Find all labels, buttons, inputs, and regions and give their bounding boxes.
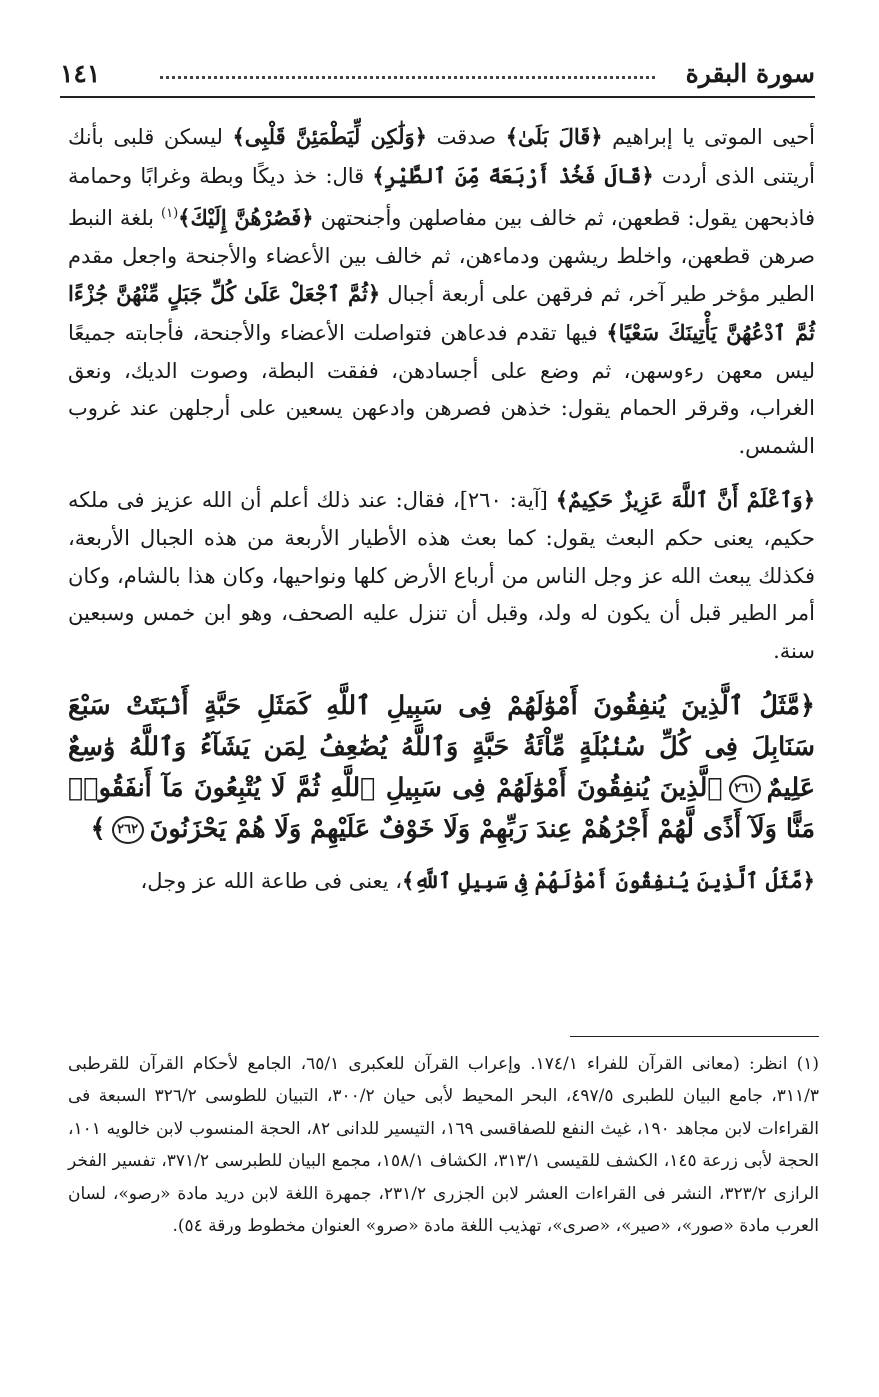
footnote-number: (١) — [796, 1054, 819, 1074]
page-body — [68, 118, 815, 917]
running-header — [60, 52, 815, 98]
ayah-block — [68, 686, 815, 850]
text-run: فيها تقدم فدعاهن فتواصلت الأعضاء والأجنحة، فأجابته جميعًا ليس معهن رءوسهن، ثم وضع على أجسادهن، ففقت البطة، وصوت الديك، ونعق الغراب، وقرقر الحمام يقول: خذهن فصرهن وادعهن يسعين على أرجلهن عند غروب الشمس. — [68, 320, 816, 458]
footnote — [68, 1048, 819, 1242]
paragraph-3 — [68, 862, 815, 901]
bracket-open: ﴿ — [800, 691, 815, 722]
text-run: قال: خذ ديكًا وبطة وغرابًا وحمامة فاذبحهن يقول: قطعهن، ثم خالف بين مفاصلهن وأجنحتهن — [68, 163, 815, 231]
text-run: أحيى الموتى يا إبراهيم — [602, 125, 815, 149]
ayah-261-text: مَّثَلُ ٱلَّذِينَ يُنفِقُونَ أَمْوَٰلَهُمْ فِى سَبِيلِ ٱللَّهِ كَمَثَلِ حَبَّةٍ أَنۢبَتَتْ سَبْعَ سَنَابِلَ فِى كُلِّ سُنۢبُلَةٍ مِّاْئَةُ حَبَّةٍ وَٱللَّهُ يُضَٰعِفُ لِمَن يَشَآءُ وَٱللَّهُ وَٰسِعٌ عَلِيمٌ — [68, 691, 815, 804]
ayah-number-262: ٢٦٢ — [112, 816, 144, 844]
quran-quote: ﴿قَالَ فَخُذْ أَرْبَعَةً مِّنَ ٱلطَّيْرِ﴾ — [372, 162, 654, 188]
text-run: ، فقال: عند ذلك أعلم أن الله عزيز فى ملكه حكيم، يعنى حكم البعث يقول: كما بعث هذه الأطيار الأربعة من هذه الجبال الأربعة، فكذلك يبعث الله عز وجل الناس من أرباع الأرض كلها ونواحيها، وكان هذا بالشام، وكان أمر الطير قبل أن يكون له ولد، وقبل أن تنزل عليه الصحف، وهو ابن خمس وسبعين سنة. — [68, 488, 815, 663]
dotted-leader — [160, 76, 655, 79]
ayah-262-text: ٱلَّذِينَ يُنفِقُونَ أَمْوَٰلَهُمْ فِى سَبِيلِ ٱللَّهِ ثُمَّ لَا يُتْبِعُونَ مَآ أَنفَقُوا۟ مَنًّا وَلَآ أَذًى لَّهُمْ أَجْرُهُمْ عِندَ رَبِّهِمْ وَلَا خَوْفٌ عَلَيْهِمْ وَلَا هُمْ يَحْزَنُونَ — [68, 773, 815, 845]
quran-quote: ﴿وَلَٰكِن لِّيَطْمَئِنَّ قَلْبِى﴾ — [232, 124, 427, 149]
quran-quote: ﴿ثُمَّ ٱجْعَلْ عَلَىٰ كُلِّ جَبَلٍ مِّنْهُنَّ جُزْءًا ثُمَّ ٱدْعُهُنَّ يَأْتِينَكَ سَعْيًا﴾ — [68, 281, 816, 345]
quran-quote: ﴿قَالَ بَلَىٰ﴾ — [505, 124, 603, 149]
paragraph-1 — [68, 118, 815, 465]
text-run: ، يعنى فى طاعة الله عز وجل، — [140, 869, 402, 894]
verse-reference: [آية: ٢٦٠] — [459, 488, 556, 513]
text-run: بلغة النبط صرهن قطعهن، واخلط ريشهن ودماءهن، ثم خالف بين الأعضاء والأجنحة واجعل مقدم الطير مؤخر طير آخر، ثم فرقهن على أربعة أجبال — [68, 206, 816, 307]
quran-quote: ﴿مَّثَلُ ٱلَّذِينَ يُنفِقُونَ أَمْوَٰلَهُمْ فِى سَبِيلِ ٱللَّهِ﴾ — [401, 868, 815, 894]
bracket-close: ﴾ — [90, 814, 106, 845]
footnote-separator — [570, 1036, 819, 1037]
footnote-marker: (١) — [161, 206, 179, 222]
surah-title: سورة البقرة — [685, 59, 815, 88]
text-run: ليسكن قلبى بأنك أريتنى الذى أردت — [68, 125, 815, 188]
paragraph-2 — [68, 481, 815, 670]
text-run: صدقت — [426, 125, 506, 149]
footnote-text: انظر: (معانى القرآن للفراء ١٧٤/١. وإعراب القرآن للعكبرى ٦٥/١، الجامع لأحكام القرآن للقرطبى ٣١١/٣، جامع البيان للطبرى ٤٩٧/٥، البحر المحيط لأبى حيان ٣٠٠/٢، التبيان للطوسى ٣٢٦/٢ السبعة فى القراءات لابن مجاهد ١٩٠، غيث النفع للصفاقسى ١٦٩، التيسير للدانى ٨٢، الحجة المنسوب لابن خالويه ١٠١، الحجة لأبى زرعة ١٤٥، الكشف للقيسى ٣١٣/١، الكشاف ١٥٨/١، مجمع البيان للطبرسى ٣٧١/٢، تفسير الفخر الرازى ٣٢٣/٢، النشر فى القراءات العشر لابن الجزرى ٢٣١/٢، جمهرة اللغة لابن دريد مادة «رصو»، لسان العرب مادة «صور»، «صير»، «صرى»، تهذيب اللغة مادة «صرو» العنوان مخطوط ورقة ٥٤). — [68, 1054, 820, 1237]
ayah-number-261: ٢٦١ — [729, 775, 761, 803]
quran-quote: ﴿فَصُرْهُنَّ إِلَيْكَ﴾ — [178, 205, 314, 231]
quran-quote: ﴿وَٱعْلَمْ أَنَّ ٱللَّهَ عَزِيزٌ حَكِيمٌ﴾ — [555, 487, 815, 513]
page-number: ١٤١ — [60, 59, 101, 88]
